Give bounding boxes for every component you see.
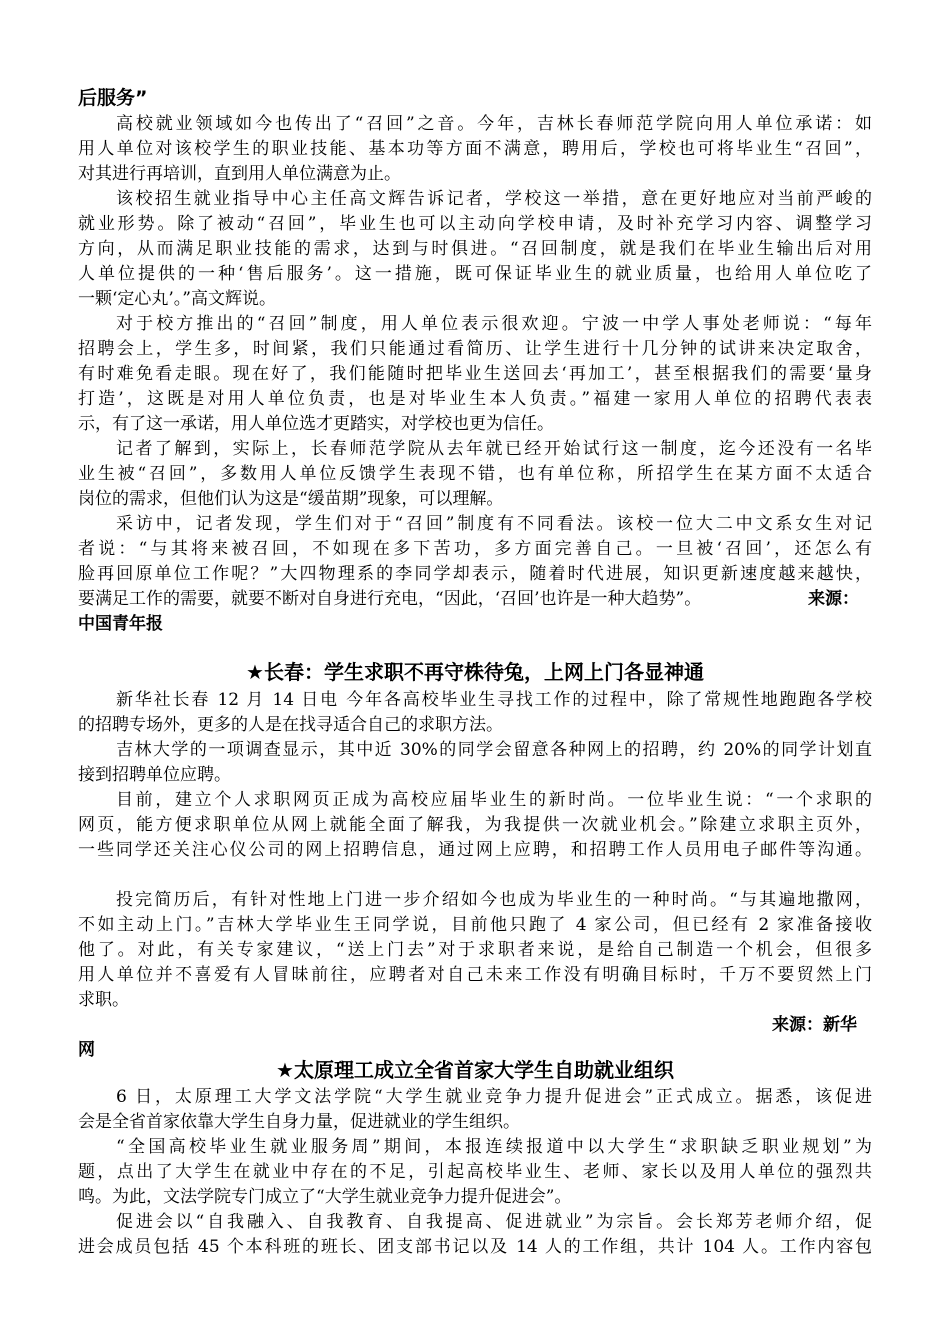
paragraph-line: “全国高校毕业生就业服务周”期间，本报连续报道中以大学生“求职缺乏职业规划”为 (116, 1137, 872, 1157)
article-title: ★太原理工成立全省首家大学生自助就业组织 (276, 1058, 674, 1082)
paragraph-line: 脸再回原单位工作呢？”大四物理系的李同学却表示，随着时代进展，知识更新速度越来越快， (78, 564, 872, 584)
paragraph-line: 高校就业领域如今也传出了“召回”之音。今年，吉林长春师范学院向用人单位承诺：如 (116, 114, 872, 134)
paragraph-line: 他了。对此，有关专家建议，“送上门去”对于求职者来说，是给自己制造一个机会，但很多 (78, 940, 872, 960)
source-label: 来源：新华 (772, 1015, 857, 1035)
paragraph-line: 打造’，这既是对用人单位负责，也是对毕业生本人负责。”福建一家用人单位的招聘代表表 (78, 389, 872, 409)
paragraph-line: 不如主动上门。”吉林大学毕业生王同学说，目前他只跑了 4 家公司，但已经有 2 家准备接收 (78, 915, 872, 935)
paragraph-line: 该校招生就业指导中心主任高文辉告诉记者，学校这一举措，意在更好地应对当前严峻的 (116, 189, 872, 209)
paragraph-line: 新华社长春 12 月 14 日电 今年各高校毕业生寻找工作的过程中，除了常规性地跑跑各学校 (116, 690, 872, 710)
source-label: 来源： (808, 589, 859, 609)
paragraph-line: 岗位的需求，但他们认为这是“缓苗期”现象，可以理解。 (78, 489, 504, 509)
paragraph-line: 目前，建立个人求职网页正成为高校应届毕业生的新时尚。一位毕业生说：“一个求职的 (116, 790, 872, 810)
section-heading-tail: 后服务” (78, 87, 148, 109)
article-title: ★长春：学生求职不再守株待兔，上网上门各显神通 (246, 660, 704, 684)
paragraph-line: 对其进行再培训，直到用人单位满意为止。 (78, 164, 401, 184)
paragraph-line: 吉林大学的一项调查显示，其中近 30%的同学会留意各种网上的招聘，约 20%的同学计划直 (116, 740, 872, 760)
paragraph-line: 用人单位并不喜爱有人冒昧前往，应聘者对自己未来工作没有明确目标时，千万不要贸然上门 (78, 965, 872, 985)
paragraph-line: 就业形势。除了被动“召回”，毕业生也可以主动向学校申请，及时补充学习内容、调整学习 (78, 214, 872, 234)
paragraph-line: 有时难免看走眼。现在好了，我们能随时把毕业生送回去‘再加工’，甚至根据我们的需要‘量身 (78, 364, 872, 384)
paragraph-line: 采访中，记者发现，学生们对于“召回”制度有不同看法。该校一位大二中文系女生对记 (116, 514, 872, 534)
paragraph-line: 一颗‘定心丸’。”高文辉说。 (78, 289, 276, 309)
paragraph-line: 方向，从而满足职业技能的需求，达到与时俱进。“召回制度，就是我们在毕业生输出后对用 (78, 239, 872, 259)
paragraph-line: 记者了解到，实际上，长春师范学院从去年就已经开始试行这一制度，迄今还没有一名毕 (116, 439, 872, 459)
source-name: 网 (78, 1040, 95, 1060)
paragraph-line: 一些同学还关注心仪公司的网上招聘信息，通过网上应聘，和招聘工作人员用电子邮件等沟通。 (78, 840, 872, 860)
paragraph-line: 对于校方推出的“召回”制度，用人单位表示很欢迎。宁波一中学人事处老师说：“每年 (116, 314, 872, 334)
paragraph-line: 促进会以“自我融入、自我教育、自我提高、促进就业”为宗旨。会长郑芳老师介绍，促 (116, 1212, 872, 1232)
paragraph-line: 招聘会上，学生多，时间紧，我们只能通过看简历、让学生进行十几分钟的试讲来决定取舍， (78, 339, 872, 359)
paragraph-line: 网页，能方便求职单位从网上就能全面了解我，为我提供一次就业机会。”除建立求职主页外， (78, 815, 872, 835)
paragraph-line: 6 日，太原理工大学文法学院“大学生就业竞争力提升促进会”正式成立。据悉，该促进 (116, 1087, 872, 1107)
source-name: 中国青年报 (78, 614, 163, 634)
paragraph-line: 的招聘专场外，更多的人是在找寻适合自己的求职方法。 (78, 715, 503, 735)
paragraph-line: 者说：“与其将来被召回，不如现在多下苦功，多方面完善自己。一旦被‘召回’，还怎么有 (78, 539, 872, 559)
paragraph-line: 接到招聘单位应聘。 (78, 765, 231, 785)
paragraph-line: 示，有了这一承诺，用人单位选才更踏实，对学校也更为信任。 (78, 414, 554, 434)
paragraph-line: 人单位提供的一种‘售后服务’。这一措施，既可保证毕业生的就业质量，也给用人单位吃了 (78, 264, 872, 284)
paragraph-line: 要满足工作的需要，就要不断对自身进行充电，“因此，‘召回’也许是一种大趋势”。 (78, 589, 702, 609)
paragraph-line: 鸣。为此，文法学院专门成立了“大学生就业竞争力提升促进会”。 (78, 1187, 572, 1207)
paragraph-line: 会是全省首家依靠大学生自身力量，促进就业的学生组织。 (78, 1112, 520, 1132)
paragraph-line: 题，点出了大学生在就业中存在的不足，引起高校毕业生、老师、家长以及用人单位的强烈共 (78, 1162, 872, 1182)
paragraph-line: 用人单位对该校学生的职业技能、基本功等方面不满意，聘用后，学校也可将毕业生“召回”， (78, 139, 872, 159)
paragraph-line: 进会成员包括 45 个本科班的班长、团支部书记以及 14 人的工作组，共计 104 人。工作内容包 (78, 1237, 872, 1257)
paragraph-line: 业生被“召回”，多数用人单位反馈学生表现不错，也有单位称，所招学生在某方面不太适合 (78, 464, 872, 484)
paragraph-line: 求职。 (78, 990, 129, 1010)
paragraph-line: 投完简历后，有针对性地上门进一步介绍如今也成为毕业生的一种时尚。“与其遍地撒网， (116, 890, 872, 910)
